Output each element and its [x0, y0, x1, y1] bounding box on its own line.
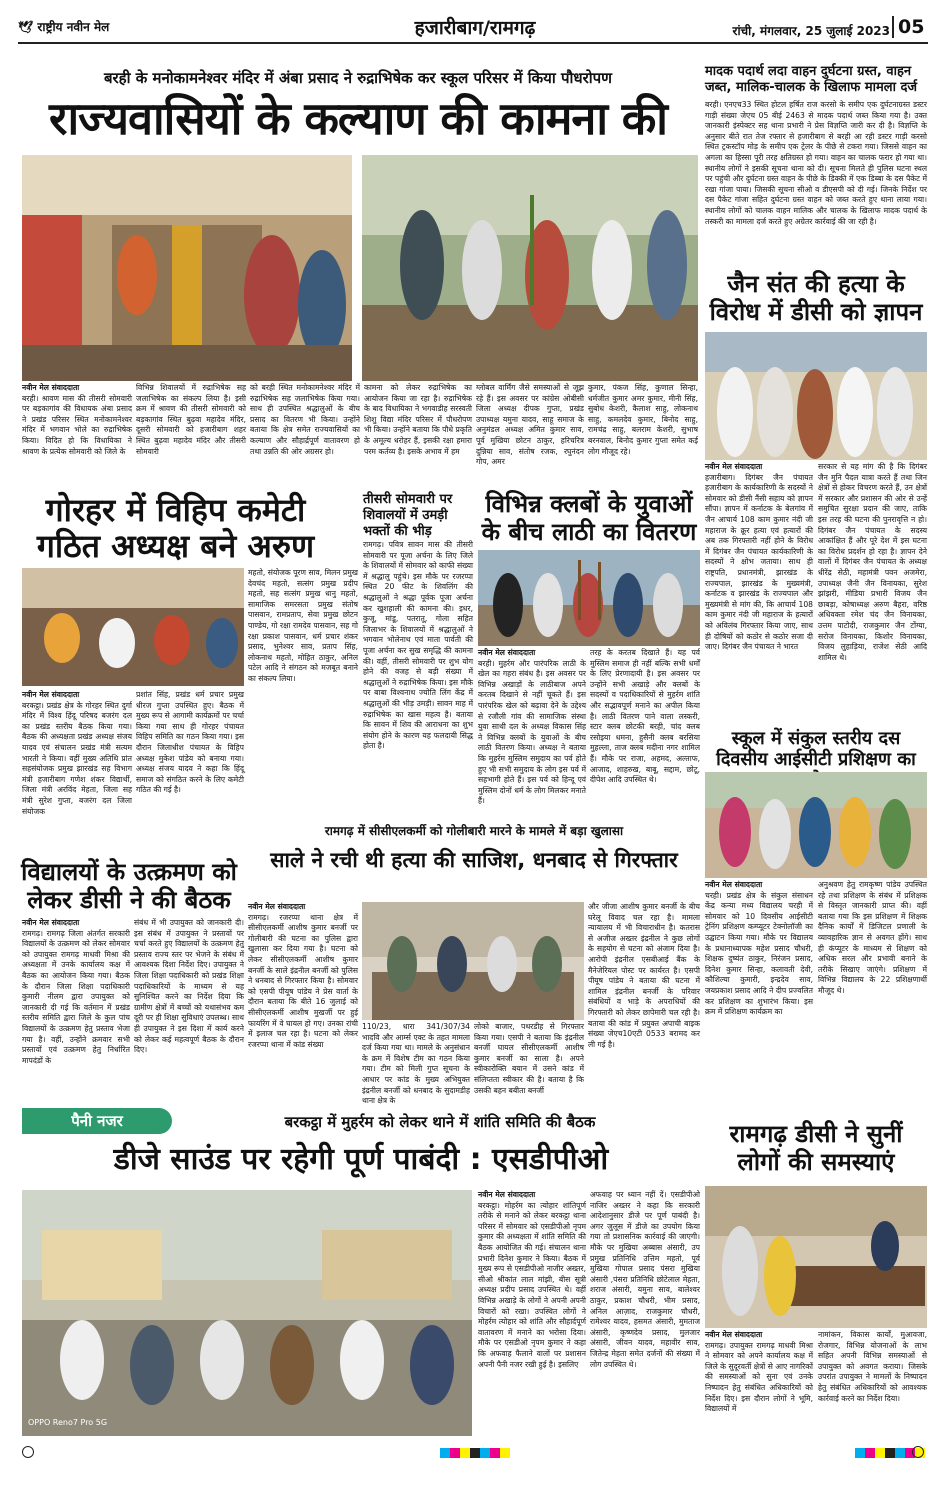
story4-photo — [22, 568, 244, 686]
story7-byline: नवीन मेल संवाददाता — [705, 880, 763, 889]
story1-col5: ग्लोबल वार्मिंग जैसे समस्याओं से जूझ रहे हैं। इस अवसर पर कांग्रेस ओबीसी जिला अध्यक्ष दीपक गुप्ता, प्रखंड उपाध्यक्ष यमुना यादव, साहू समाज के अनुमंडल अध्यक्ष अमित कुमार साव, पूर्व मुखिया छोटन ठाकुर, हरिचरित्र दुन्निया साव, संतोष रजक, रघुनंदन गोप, अमर — [476, 383, 584, 467]
registration-mark-left — [22, 1446, 34, 1458]
story1-col1-text: बरही। श्रावण मास की तीसरी सोमवारी पर बड़कागांव की विधायक अंबा प्रसाद ने प्रखंड परिसर स्थित मनोकामनेश्वर मंदिर में भगवान भोले का रुद्राभिषेक किया। विदित हो कि विधायिका ने श्रावण के प्रत्येक सोमवारी को जिले के — [22, 393, 132, 456]
story7-photo — [705, 772, 927, 878]
story9-col1-text: रामगढ़। रजरप्पा थाना क्षेत्र में सीसीएलकर्मी आशीष कुमार बनर्जी पर गोलीबारी की घटना का पुलिस द्वारा खुलासा कर दिया गया है। घटना को लेकर सीसीएलकर्मी आशीष कुमार बनर्जी के साले इंद्रनील बनर्जी को पुलिस ने धनबाद से गिरफ्तार किया है। सोमवार को एसपी पीयूष पांडेय ने प्रेस वार्ता के दौरान बताया कि बीते 16 जुलाई को सीसीएलकर्मी आशीष मुखर्जी पर हुई फायरिंग में वे घायल हो गए। उनका रांची में इलाज चल रहा है। घटना को लेकर रजरप्पा थाना में कांड संख्या — [248, 912, 358, 1049]
story11-col1 — [705, 1330, 813, 1436]
story6-byline: नवीन मेल संवाददाता — [478, 648, 536, 657]
story3-col2: सरकार से यह मांग की है कि दिगंबर जैन मुनि पैदल यात्रा करते हैं तथा जिन क्षेत्रों से होकर विचरण करते हैं, उन क्षेत्रों में सरकार और प्रशासन की ओर से उन्हें समुचित सुरक्षा प्रदान की जाए, ताकि इस तरह की घटना की पुनरावृत्ति न हो। दिगंबर जैन पंचायत के सदस्य आकांक्षित हैं और पूरे देश में इस घटना का विरोध प्रदर्शन हो रहा है। ज्ञापन देने वालों में दिगंबर जैन पंचायत के अध्यक्ष धीरेंद्र सेठी, महामंत्री पवन अजमेरा, उपाध्यक्ष जैनी जैन विनायका, सुरेश झांझरी, मीडिया प्रभारी विजय जैन छाबड़ा, कोषाध्यक्ष अरुण बैहरा, वरिष्ठ अधिवक्ता रमेश चंद जैन विनायका, उत्तम पाटोदी, राजकुमार जैन टोंग्या, सरोज विनायका, किशोर विनायका, विजय लुहाड़िया, राजेश सेठी आदि शामिल थे। — [818, 462, 927, 662]
story8-byline: नवीन मेल संवाददाता — [22, 918, 80, 927]
story7-col1-text: चरही। प्रखंड क्षेत्र के संकुल संसाधन केंद्र कन्या मध्य विद्यालय चरही में सोमवार को 10 दिवसीय आईसीटी ट्रेनिंग प्रशिक्षण कम्प्यूटर टेक्नोलॉजी का उद्घाटन किया गया। मौके पर विद्यालय के प्रधानाध्यापक महेश प्रसाद चौधरी, शिक्षक दुष्यंत ठाकुर, निरंजन प्रसाद, दिनेश कुमार सिन्हा, कलावती देवी, कौशिल्या कुमारी, इन्द्रदेव साव, जयप्रकाश प्रसाद आदि ने दीप प्रज्वलित कर प्रशिक्षण का शुभारंभ किया। इस क्रम में प्रशिक्षण कार्यक्रम का — [705, 890, 813, 1017]
story10-label: पैनी नजर — [22, 1108, 172, 1134]
story8-col2: संबंध में भी उपायुक्त को जानकारी दी। इस संबंध में उपायुक्त ने प्रस्तावों पर चर्चा करते हुए विद्यालयों के उत्क्रमण हेतु प्रस्ताव राज्य स्तर पर भेजने के संबंध में आवश्यक दिशा निर्देश दिए। उपायुक्त ने जिला शिक्षा पदाधिकारी को प्रखंड शिक्षा पदाधिकारियों के माध्यम से यह सुनिश्चित करने का निर्देश दिया कि ग्रामीण क्षेत्रों में बच्चों को यथासंभव कम दूरी पर ही शिक्षा सुविधाएं उपलब्ध। साथ ही उपायुक्त ने इस दिशा में कार्य करने को लेकर कई महत्वपूर्ण बैठक के दौरान दिए। — [134, 918, 244, 1055]
story11-byline: नवीन मेल संवाददाता — [705, 1330, 763, 1339]
story7-col1 — [705, 880, 813, 1092]
story1-col1 — [22, 383, 132, 501]
story11-col2: नामांकन, विकास कार्यों, मुआवजा, रोजगार, विभिन्न योजनाओं के लाभ सहित अपनी विभिन्न समस्याओं से उपायुक्त को अवगत कराया। जिसके उपरांत उपायुक्त ने मामलों के निष्पादन हेतु संबंधित अधिकारियों को आवश्यक कार्रवाई करने का निर्देश दिया। — [818, 1330, 927, 1403]
page-number: 05 — [892, 16, 928, 38]
color-bar-center — [440, 1448, 510, 1458]
photo-watermark: OPPO Reno7 Pro 5G — [28, 1418, 108, 1427]
story10-headline: डीजे साउंड पर रहेगी पूर्ण पाबंदी : एसडीपीओ — [113, 1142, 609, 1177]
story9-col3: लोको बाजार, पथरडीह से गिरफ्तार किया गया। एसपी ने बताया कि इंद्रनील बनर्जी घायल सीसीएलकर्मी आशीष कुमार बनर्जी का साला है। अपने स्वीकारोक्ति बयान में उसने कांड में संलिप्तता स्वीकार की है। बताया है कि उसकी बहन बबीता बनर्जी — [474, 1022, 584, 1095]
story3-col1-text: हजारीबाग। दिगंबर जैन पंचायत हजारीबाग के कार्यकारिणी के सदस्यों ने सोमवार को डीसी नैंसी सहाय को ज्ञापन सौंपा। ज्ञापन में कर्नाटक के बेलगांव में जैन आचार्य 108 काम कुमार नंदी जी महाराज के क्रूर हत्या एवं हत्यारों की अब तक गिरफ्तारी नहीं होने के विरोध में दिगंबर जैन पंचायत कार्यकारिणी के सदस्यों ने क्षोभ जताया। साथ ही राष्ट्रपति, प्रधानमंत्री, झारखंड के राज्यपाल, झारखंड के मुख्यमंत्री, कर्नाटक व झारखंड के राज्यपाल और मुख्यमंत्री से मांग की, कि आचार्य 108 काम कुमार नंदी जी महाराज के हत्यारों को अविलंब गिरफ्तार किया जाए, साथ ही दोषियों को कठोर से कठोर सजा दी जाए। दिगंबर जैन पंचायत ने भारत — [705, 472, 813, 652]
story8-headline: विद्यालयों के उत्क्रमण को लेकर डीसी ने की बैठक — [21, 858, 237, 914]
registration-mark-right — [912, 1446, 924, 1458]
plantation-photo — [362, 155, 698, 381]
story4-byline: नवीन मेल संवाददाता — [22, 690, 80, 699]
meeting-photo — [22, 568, 244, 686]
story1-col6: कुमार, पंकज सिंह, कुणाल सिन्हा, धर्मजीत कुमार अमर कुमार, मीनी सिंह, सुबोध केशरी, कैलाश साहु, लोकनाथ साहु, कमलदेव कुमार, बिनोद साहु, रामचंद्र साहु, बलराम केशरी, सुभाष बरनवाल, बिनोद कुमार गुप्ता समेत कई लोग मौजूद रहे। — [588, 383, 698, 456]
story6-col2: तरह के करतब दिखाते हैं। यह पर्व मुस्लिम समाज ही नहीं बल्कि सभी धर्मों के लिए प्रेरणादायी है। इस अवसर पर उन्होंने सभी अखाड़े और क्लबों के सदस्यों व पदाधिकारियों से मुहर्रम शांति और सद्भावपूर्ण मनाने का अपील किया है। लाठी वितरण पाने वाला लस्करी, स्टार क्लब छोटकी बरही, चांद क्लब रसोइया धमना, हुसैनी क्लब बरसिया मुहल्ला, ताज क्लब मदीना नगर शामिल हैं। मौके पर राजा, अहमद, अल्ताफ, आजाद, शाहरुख, बाबू, सद्दाम, छोटू, दीपेश आदि उपस्थित थे। — [590, 648, 700, 785]
peace-committee-photo — [22, 1190, 472, 1436]
story6-headline: विभिन्न क्लबों के युवाओं के बीच लाठी का वितरण — [481, 490, 697, 546]
story3-photo — [705, 332, 927, 460]
issue-date: रांची, मंगलवार, 25 जुलाई 2023 — [732, 24, 890, 38]
story1-photo-plantation — [362, 155, 698, 381]
story8-col1 — [22, 918, 130, 1098]
story1-byline: नवीन मेल संवाददाता — [22, 383, 80, 392]
story11-photo — [705, 1186, 927, 1328]
story3-col1 — [705, 462, 813, 724]
story7-col2: अनुश्रवण हेतु रामकृष्ण पांडेय उपस्थित रहे तथा प्रशिक्षण के संबंध में प्रशिक्षक से विस्तृत जानकारी प्राप्त की। वहीं बताया गया कि इस प्रशिक्षण में शिक्षक दैनिक कार्यों में डिजिटल प्रणाली के व्यावहारिक ज्ञान से अवगत होंगे। साथ ही कंप्यूटर के माध्यम से शिक्षण को अधिक सरल और प्रभावी बनाने के तरीके सिखाए जाएंगे। प्रशिक्षण में विभिन्न विद्यालय के 22 प्रशिक्षणार्थी मौजूद थे। — [818, 880, 927, 995]
story9-byline: नवीन मेल संवाददाता — [248, 902, 306, 911]
story4-headline: गोरहर में विहिप कमेटी गठित अध्यक्ष बने अरुण — [36, 491, 315, 565]
masthead-rule — [18, 42, 928, 44]
story10-col1-text: बरकट्ठा। मोहर्रम का त्योहार शांतिपूर्ण तरीके से मनाने को लेकर बरकट्ठा थाना परिसर में सोमवार को एसडीपीओ नृपम कुमार की अध्यक्षता में शांति समिति की बैठक आयोजित की गई। संचालन थाना प्रभारी दिनेश कुमार ने किया। बैठक में मुख्य रूप से एसडीपीओ नाजीर अख्तर, सीओ श्रीकांत लाल मांझी, बीस सूत्री अध्यक्ष प्रदीप प्रसाद उपस्थित थे। वहीं विभिन्न अखाड़े के लोगों ने अपनी अपनी विचारों को रखा। उपस्थित लोगों ने मोहर्रम त्योहार को शांति और सौहार्दपूर्ण वातावरण में मनाने का भरोसा दिया। मौके पर एसडीओ नृपम कुमार ने कहा कि अफवाह फैलाने वालों पर प्रशासन अपनी पैनी नजर रखी हुई है। इसलिए — [478, 1200, 586, 1369]
story3-byline: नवीन मेल संवाददाता — [705, 462, 763, 471]
story9-col1 — [248, 902, 358, 1098]
story7-headline: स्कूल में संकुल स्तरीय दस दिवसीय आईसीटी प्रशिक्षण का — [716, 728, 916, 770]
story5-body: रामगढ़। पवित्र सावन मास की तीसरी सोमवारी पर पूजा अर्चना के लिए जिले के शिवालयों में सोमवार को काफी संख्या में श्रद्धालु पहुंचे। इस मौके पर रजरप्पा स्थित 20 फीट के शिवलिंग की श्रद्धालुओं ने श्रद्धा पूर्वक पूजा अर्चना कर खुशहाली की कामना की। इधर, कुजू, मांडू, पतरातू, गोला सहित जिलाभर के शिवालयों में श्रद्धालुओं ने भगवान भोलेनाथ एवं माता पार्वती की पूजा अर्चना कर सुख समृद्धि की कामना की। वहीं, तीसरी सोमवारी पर शुभ योग होने की वजह से बड़ी संख्या में श्रद्धालुओं ने रुद्राभिषेक किया। इस मौके पर बाबा विश्वनाथ ज्योति लिंग केंद्र में श्रद्धालुओं की भीड़ उमड़ी। सावन माह में रुद्राभिषेक का खास महत्व है। बताया कि सावन में शिव की आराधना का शुभ संयोग होने के कारण यह फलदायी सिद्ध होता है। — [363, 540, 473, 751]
temple-photo — [22, 155, 352, 381]
story8-col1-text: रामगढ़। रामगढ़ जिला अंतर्गत सरकारी विद्यालयों के उत्क्रमण को लेकर सोमवार को उपायुक्त रामगढ़ माधवी मिश्रा की अध्यक्षता में उनके कार्यालय कक्ष में बैठक का आयोजन किया गया। बैठक के दौरान जिला शिक्षा पदाधिकारी कुमारी नीलम द्वारा उपायुक्त को जानकारी दी गई कि वर्तमान में प्रखंड स्तरीय समिति द्वारा जिले के कुल पांच विद्यालयों के उत्क्रमण हेतु प्रस्ताव भेजा गया है। वहीं, उन्होंने क्रमवार सभी प्रस्तावों एवं उत्क्रमण हेतु निर्धारित मापदंडों के — [22, 928, 130, 1065]
story10-byline: नवीन मेल संवाददाता — [478, 1190, 536, 1199]
story9-photo — [362, 902, 584, 1020]
story1-kicker: बरही के मनोकामनेश्वर मंदिर में अंबा प्रसाद ने रुद्राभिषेक कर स्कूल परिसर में किया पौधरोपण — [103, 69, 612, 87]
story11-col1-text: रामगढ़। उपायुक्त रामगढ़ माधवी मिश्रा ने सोमवार को अपने कार्यालय कक्ष में जिले के सुदूरवर्ती क्षेत्रों से आए नागरिकों की समस्याओं को सुना एवं उनके निष्पादन हेतु संबंधित अधिकारियों को निर्देश दिए। इस दौरान लोगों ने भूमि, विद्यालयों में — [705, 1340, 813, 1414]
story9-col4: और जीजा आशीष कुमार बनर्जी के बीच घरेलू विवाद चल रहा है। मामला न्यायालय में भी विचाराधीन है। कतरास से अजीज अख्तर इंद्रनील ने कुछ लोगों के सहयोग से घटना को अंजाम दिया है। आरोपी इंद्रनील एसबीआई बैंक के मैनेजेरियल पोस्ट पर कार्यरत है। एसपी पीयूष पांडेय ने बताया की घटना में शामिल इंद्रनील बनर्जी के परिवार संबंधियों व भाड़े के अपराधियों की गिरफ्तारी को लेकर छापेमारी चल रही है। बताया की कांड में प्रयुक्त अपाची बाइक संख्या जेएच10एटी 0533 बरामद कर ली गई है। — [588, 902, 700, 1049]
story1-photo-temple — [22, 155, 352, 381]
press-conference-photo — [362, 902, 584, 1020]
story1-col3: को बरही स्थित मनोकामनेश्वर मंदिर में रुद्राभिषेक सह जलाभिषेक किया गया। साथ ही उपस्थित श्रद्धालुओं के बीच प्रसाद का वितरण भी किया। उन्होंने बताया कि क्षेत्र समेत राज्यवासियों का कल्याण और सौहार्द्रपूर्ण वातावरण हो तथा उन्नति की ओर अग्रसर हो। — [250, 383, 360, 456]
story2-body: बरही। एनएच33 स्थित होटल हर्षित राज करसो के समीप एक दुर्घटनाग्रस्त डस्टर गाड़ी संख्या जेएच 05 बीई 2463 से मादक पदार्थ जब्त किया गया है। उक्त जानकारी इंस्पेक्टर सह थाना प्रभारी ने प्रेस विज्ञप्ति जारी कर दी है। विज्ञप्ति के अनुसार बीते रात तेज रफ्तार से हजारीबाग से बरही आ रही डस्टर गाड़ी करसो स्थित ट्रकस्टॉप मोड़ के समीप एक ट्रेलर के पीछे से टकरा गया। जिससे वाहन का अगला का हिस्सा पूरी तरह क्षतिग्रस्त हो गया। वाहन का चालक फरार हो गया था। स्थानीय लोगों ने इसकी सूचना थाना को दी। सूचना मिलते ही पुलिस घटना स्थल पर पहुंची और दुर्घटना ग्रस्त वाहन के पीछे के डिक्की में एक डिब्बा के दस पैकेट में रखा गांजा पाया। जिसकी सूचना सीओ व डीएसपी को दी गई। जिनके निर्देश पर दस पैकेट गांजा सहित दुर्घटना ग्रस्त वाहन को जब्त करते हुए थाना लाया गया। स्थानीय लोगों को चालक वाहन मालिक और चालक के खिलाफ मादक पदार्थ के तस्करी का मामला दर्ज करते हुए अग्रेतर कार्रवाई की जा रही है। — [705, 100, 927, 226]
story2-headline: मादक पदार्थ लदा वाहन दुर्घटना ग्रस्त, वाहन जब्त, मालिक-चालक के खिलाफ मामला दर्ज — [705, 64, 918, 95]
story10-kicker: बरकट्ठा में मुहर्रम को लेकर थाने में शांति समिति की बैठक — [284, 1113, 596, 1131]
story6-photo — [478, 550, 700, 646]
janata-darbar-photo — [705, 1186, 927, 1328]
story4-col1 — [22, 690, 132, 816]
memorandum-photo — [705, 332, 927, 460]
lathi-distribution-photo — [478, 550, 700, 646]
story4-col1-text: बरकट्ठा। प्रखंड क्षेत्र के गोरहर स्थित दुर्गा मंदिर में विश्व हिंदू परिषद बजरंग दल का प्रखंड स्तरीय बैठक किया गया। बैठक की अध्यक्षता प्रखंड अध्यक्ष संजय यादव एवं संचालन प्रखंड मंत्री सत्यम भारती ने किया। वहीं मुख्य अतिथि प्रांत सहसंयोजक प्रमुख झारखंड सह विभाग मंत्री हजारीबाग गणेश शंकर विद्यार्थी, जिला मंत्री अरविंद मेहता, जिला सह मंत्री सुरेश गुप्ता, बजरंग दल जिला संयोजक — [22, 700, 132, 816]
story9-col2: 110/23, धारा 341/307/34 भादवि और आर्म्स एक्ट के तहत मामला दर्ज किया गया था। मामले के अनुसंधान के क्रम में विशेष टीम का गठन किया गया। टीम को मिली गुप्त सूचना के आधार पर कांड के मुख्य अभियुक्त इंद्रनील बनर्जी को धनबाद के सुदामडीह थाना क्षेत्र के — [362, 1022, 470, 1106]
paper-name: राष्ट्रीय नवीन मेल — [37, 20, 110, 34]
story6-col1-text: बरही। मुहर्रम और पारंपरिक लाठी के खेल का गहरा संबंध है। इस अवसर पर विभिन्न अखाड़ों के लाठीबाज अपने करतब दिखाने से नहीं चूकते हैं। इस पारंपरिक खेल को बढ़ावा देने के उद्देश्य से रजौली गांव की सामाजिक संस्था युवा साथी दल के अध्यक्ष विकास सिंह ने विभिन्न क्लबों के युवाओं के बीच लाठी वितरण किया। अध्यक्ष ने बताया कि मुहर्रम मुस्लिम समुदाय का पर्व होते हुए भी सभी समुदाय के लोग इस पर्व में सहभागी होते हैं। इस पर्व को हिन्दू एवं मुस्लिम दोनों धर्म के लोग मिलकर मनाते हैं। — [478, 658, 586, 806]
masthead-logo — [18, 18, 128, 35]
story3-headline: जैन संत की हत्या के विरोध में डीसी को ज्ञापन — [709, 270, 923, 326]
story4-col2: प्रशांत सिंह, प्रखंड धर्म प्रचार प्रमुख धीरज गुप्ता उपस्थित हुए। बैठक में मुख्य रूप से आगामी कार्यक्रमों पर चर्चा किया गया साथ ही गोरहर पंचायत विहिप समिति का गठन किया गया। इस दौरान जिलाधीश पंचायत के विहिप अध्यक्ष मुकेश पांडेय को बनाया गया। अध्यक्ष संजय यादव ने कहा कि हिंदू समाज को संगठित करने के लिए कमेटी गठित की गई है। — [136, 690, 244, 795]
section-title: हजारीबाग/रामगढ़ — [414, 17, 536, 39]
story6-col1 — [478, 648, 586, 814]
story10-col1 — [478, 1190, 586, 1436]
ict-training-photo — [705, 772, 927, 878]
story4-col3: महतो, संयोजक पूरण साव, मिलन प्रमुख देवचंद महतो, सत्संग प्रमुख प्रदीप महतो, सह सत्संग प्रमुख धानु महतो, सामाजिक समरसता प्रमुख संतोष पासवान, रामप्रताप, सेवा प्रमुख छोटन पाण्डेय, गो रक्षा रामदेव पासवान, सह गो रक्षा प्रकाश पासवान, धर्म प्रचार शंकर प्रसाद, भुनेश्वर साव, प्रताप सिंह, लोकनाथ महतो, मोहित ठाकुर, अनिल पटेल आदि ने संगठन को मजबूत बनाने का संकल्प लिया। — [248, 568, 358, 683]
story11-headline: रामगढ़ डीसी ने सुनीं लोगों की समस्याएं — [729, 1120, 903, 1176]
story1-col4: कामना को लेकर रुद्राभिषेक का आयोजन किया जा रहा है। रुद्राभिषेक के बाद विधायिका ने भगवाडीह सरस्वती शिशु विद्या मंदिर परिसर में पौधरोपण भी किया। उन्होंने बताया कि पौधे प्रकृति के अमूल्य धरोहर हैं, इसकी रक्षा हमारा परम कर्तव्य है। इसके अभाव में हम — [364, 383, 472, 456]
story9-kicker: रामगढ़ में सीसीएलकर्मी को गोलीबारी मारने के मामले में बड़ा खुलासा — [324, 824, 624, 838]
story9-headline: साले ने रची थी हत्या की साजिश, धनबाद से गिरफ्तार — [270, 848, 678, 872]
story1-headline: राज्यवासियों के कल्याण की कामना की — [49, 92, 667, 145]
story5-headline: तीसरी सोमवारी पर शिवालयों में उमड़ी भक्तों की भीड़ — [363, 492, 453, 539]
bird-icon: 🕊 — [18, 20, 34, 34]
story10-photo — [22, 1190, 472, 1436]
story1-col2: विभिन्न शिवालयों में रुद्राभिषेक सह जलाभिषेक का संकल्प लिया है। इसी क्रम में श्रावण की तीसरी सोमवारी को बड़कागांव स्थित बुढ़वा महादेव मंदिर, दूसरी सोमवारी को हजारीबाग शहर स्थित बुढ़वा महादेव मंदिर और तीसरी सोमवारी — [136, 383, 246, 456]
story10-col2: अफवाह पर ध्यान नहीं दें। एसडीपीओ नाजिर अख्तर ने कहा कि सरकारी आदेशानुसार डीजे पर पूर्ण पाबंदी है। अगर जुलूस में डीजे का उपयोग किया गया तो प्रशासनिक कार्रवाई की जाएगी। मौके पर मुखिया अब्बास अंसारी, उप प्रमुख प्रतिनिधि उत्तिम महतो, पूर्व मुखिया गोपाल प्रसाद पंसरा मुखिया अंसारी ,पंसरा प्रतिनिधि छोटेलाल मेहता, शराज अंसारी, यमुना साव, बालेश्वर ठाकुर, प्रकाश चौधरी, भीम प्रसाद, अनिल आज़ाद, राजकुमार चौधरी, रामेश्वर यादव, हसमत अंसारी, मुमताज अंसारी, कृष्णदेव प्रसाद, मुलजार अंसारी, जीवन यादव, महावीर साव, जितेन्द्र मेहता समेत दर्जनों की संख्या में लोग उपस्थित थे। — [590, 1190, 700, 1369]
